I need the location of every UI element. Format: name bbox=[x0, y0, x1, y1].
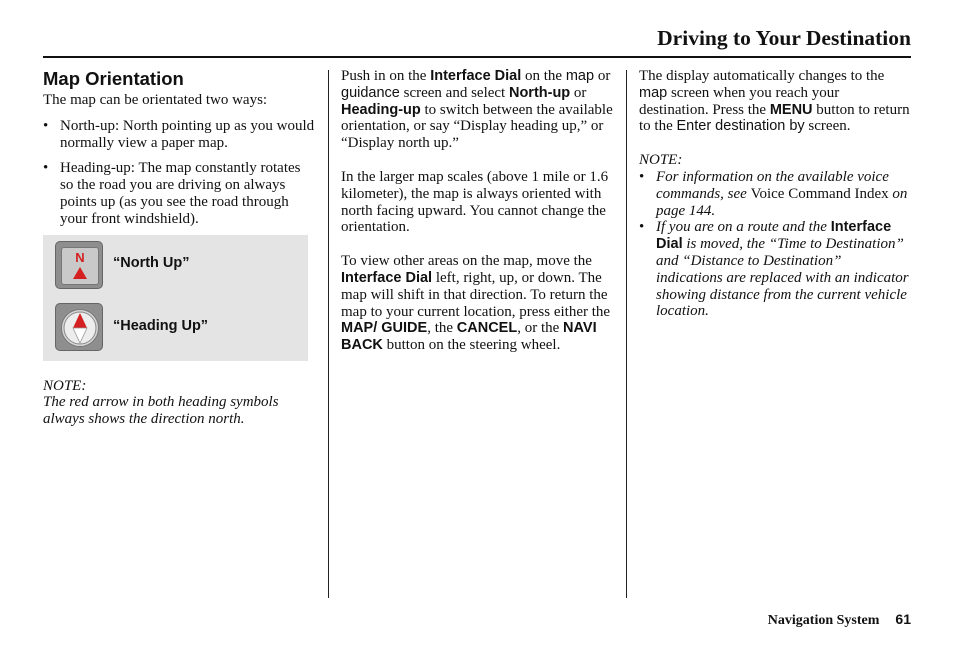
note-label: NOTE: bbox=[639, 152, 683, 169]
paragraph-view-other-areas: To view other areas on the map, move the Interface Dial left, right, up, or down. The map will shift in that direction. To return the map to your current location, press either the MAP/ GUIDE, the CANCEL, or the NAVI BACK button on the steering wheel. bbox=[341, 253, 611, 354]
heading-up-label: “Heading Up” bbox=[113, 317, 209, 334]
column-left bbox=[43, 68, 315, 428]
footer-label: Navigation System bbox=[767, 613, 880, 628]
page-title: Driving to Your Destination bbox=[657, 26, 911, 50]
column-divider bbox=[626, 70, 627, 598]
interface-dial-ref: Interface Dial bbox=[341, 269, 433, 286]
paragraph-map-scales: In the larger map scales (above 1 mile or 1.6 kilometer), the map is always oriented with north facing upward. You cannot change the orientation. bbox=[341, 168, 609, 236]
section-heading: Map Orientation bbox=[43, 68, 184, 89]
voice-command-index-ref: Voice Command Index bbox=[750, 185, 889, 202]
map-guide-button-ref: MAP/ GUIDE bbox=[341, 320, 428, 337]
paragraph-display-changes: The display automatically changes to the map screen when you reach your destination. Press the MENU button to return to the Enter destination by screen. bbox=[639, 68, 910, 135]
page-footer bbox=[768, 611, 911, 629]
column-divider bbox=[328, 70, 329, 598]
page-number: 61 bbox=[895, 611, 911, 627]
note-text: The red arrow in both heading symbols always shows the direction north. bbox=[43, 394, 279, 428]
note-route-indicator: • If you are on a route and the Interface Dial is moved, the “Time to Destination” and “Distance to Destination” indications are replaced with an indicator showing distance from the current vehicle location. bbox=[639, 219, 909, 320]
enter-destination-screen-ref: Enter destination by bbox=[676, 118, 805, 135]
heading-up-icon bbox=[55, 303, 103, 351]
paragraph-orientation-select: Push in on the Interface Dial on the map or guidance screen and select North-up or Heading-up to switch between the available orientation, or say “Display heading up,” or “Display north up.” bbox=[341, 68, 613, 152]
note-label: NOTE: bbox=[43, 377, 87, 394]
intro-text: The map can be orientated two ways: bbox=[43, 92, 268, 108]
map-screen-ref: map bbox=[639, 84, 668, 101]
column-right bbox=[639, 68, 911, 320]
orientation-symbols-panel bbox=[43, 235, 308, 361]
interface-dial-ref: Interface Dial bbox=[430, 68, 522, 84]
bullet-heading-up: • Heading-up: The map constantly rotates so the road you are driving on always points up (as you see the road through your front windshield). bbox=[43, 160, 301, 227]
note-voice-commands: • For information on the available voice commands, see Voice Command Index on page 144. bbox=[639, 168, 908, 219]
north-letter: N bbox=[75, 249, 85, 265]
north-up-ref: North-up bbox=[508, 84, 571, 101]
north-up-label: “North Up” bbox=[113, 254, 190, 271]
north-up-icon bbox=[55, 241, 103, 289]
title-divider bbox=[43, 56, 911, 58]
interface-dial-ref: Interface Dial bbox=[656, 219, 892, 253]
bullet-north-up: • North-up: North pointing up as you would normally view a paper map. bbox=[43, 117, 315, 151]
column-middle bbox=[341, 68, 613, 354]
cancel-button-ref: CANCEL bbox=[456, 320, 518, 337]
guidance-screen-ref: guidance bbox=[341, 84, 400, 101]
menu-button-ref: MENU bbox=[769, 101, 813, 118]
map-screen-ref: map bbox=[565, 68, 595, 84]
navi-back-button-ref: NAVI BACK bbox=[341, 320, 597, 354]
heading-up-ref: Heading-up bbox=[341, 101, 421, 118]
